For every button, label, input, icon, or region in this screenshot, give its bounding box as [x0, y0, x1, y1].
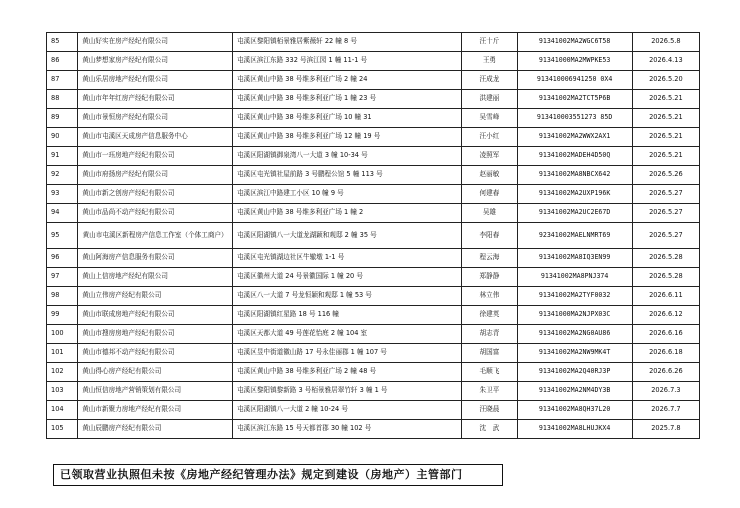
company-name: 黄山市屯溪区新程房产信息工作室（个体工商户）	[78, 223, 233, 249]
legal-representative: 程云海	[462, 249, 517, 268]
row-number: 88	[47, 90, 78, 109]
company-address: 屯溪区阳湖镇御泉湾八一大道 3 幢 10-34 号	[233, 147, 462, 166]
credit-code: 91341002MA2UXP196K	[517, 185, 632, 204]
legal-representative: 朱卫平	[462, 382, 517, 401]
registry-table-body	[47, 33, 700, 439]
legal-representative: 吴雄	[462, 204, 517, 223]
credit-code: 92341002MAELNMRT69	[517, 223, 632, 249]
row-number: 87	[47, 71, 78, 90]
expiry-date: 2026.5.8	[632, 33, 699, 52]
company-address: 屯溪区黄山中路 38 号维多利亚广场 2 幢 48 号	[233, 363, 462, 382]
row-number: 90	[47, 128, 78, 147]
company-name: 黄山市联成房地产经纪有限公司	[78, 306, 233, 325]
credit-code: 913410003551273 85D	[517, 109, 632, 128]
company-address: 屯溪区黄山中路 38 号维多利亚广场 2 幢 24	[233, 71, 462, 90]
credit-code: 91341002MA8LHUJKX4	[517, 420, 632, 439]
row-number: 92	[47, 166, 78, 185]
expiry-date: 2026.5.28	[632, 249, 699, 268]
company-address: 屯溪区屯光镇社屋前路 3 号鹏程公馆 5 幢 113 号	[233, 166, 462, 185]
legal-representative: 汪小红	[462, 128, 517, 147]
row-number: 102	[47, 363, 78, 382]
company-name: 黄山好实在房产经纪有限公司	[78, 33, 233, 52]
company-address: 屯溪区黎阳镇黎新路 3 号栢景雅居翠竹轩 3 幢 1 号	[233, 382, 462, 401]
credit-code: 91341002MA8IQ3EN99	[517, 249, 632, 268]
row-number: 94	[47, 204, 78, 223]
company-address: 屯溪区黄山中路 38 号维多利亚广场 1 幢 2	[233, 204, 462, 223]
table-row	[47, 185, 700, 204]
company-address: 屯溪区屯光镇湖边社区牛辙墩 1-1 号	[233, 249, 462, 268]
credit-code: 913410006941250 0X4	[517, 71, 632, 90]
expiry-date: 2026.6.26	[632, 363, 699, 382]
expiry-date: 2025.7.8	[632, 420, 699, 439]
company-address: 屯溪区八一大道 7 号龙恒颖和观邸 1 幢 53 号	[233, 287, 462, 306]
expiry-date: 2026.5.26	[632, 166, 699, 185]
legal-representative: 凌照军	[462, 147, 517, 166]
section-heading: 已领取营业执照但未按《房地产经纪管理办法》规定到建设（房地产）主管部门	[53, 464, 503, 486]
table-row	[47, 204, 700, 223]
row-number: 85	[47, 33, 78, 52]
row-number: 100	[47, 325, 78, 344]
legal-representative: 汪成龙	[462, 71, 517, 90]
credit-code: 91341000MA2MWPKE53	[517, 52, 632, 71]
company-name: 黄山市屯溪区天成房产信息服务中心	[78, 128, 233, 147]
company-name: 黄山立伟房产经纪有限公司	[78, 287, 233, 306]
legal-representative: 何建春	[462, 185, 517, 204]
company-name: 黄山恒信房地产营销策划有限公司	[78, 382, 233, 401]
table-row	[47, 147, 700, 166]
expiry-date: 2026.7.7	[632, 401, 699, 420]
registry-table	[46, 32, 700, 439]
legal-representative: 沈 武	[462, 420, 517, 439]
credit-code: 91341002MA2TYF0032	[517, 287, 632, 306]
expiry-date: 2026.5.28	[632, 268, 699, 287]
credit-code: 91341002MA2NG0AU86	[517, 325, 632, 344]
row-number: 93	[47, 185, 78, 204]
table-row	[47, 382, 700, 401]
company-name: 黄山市一珏房地产经纪有限公司	[78, 147, 233, 166]
credit-code: 91341002MA2Q40RJ3P	[517, 363, 632, 382]
table-row	[47, 325, 700, 344]
company-address: 屯溪区黄山中路 38 号维多利亚广场 12 幢 19 号	[233, 128, 462, 147]
row-number: 99	[47, 306, 78, 325]
credit-code: 91341002MA8QH37L20	[517, 401, 632, 420]
company-name: 黄山市新聚力房地产经纪有限公司	[78, 401, 233, 420]
expiry-date: 2026.5.27	[632, 223, 699, 249]
table-row	[47, 306, 700, 325]
legal-representative: 胡志青	[462, 325, 517, 344]
credit-code: 91341002MA2WWX2AX1	[517, 128, 632, 147]
company-address: 屯溪区黎阳镇栢景雅居紫薇轩 22 幢 8 号	[233, 33, 462, 52]
row-number: 89	[47, 109, 78, 128]
legal-representative: 林立伟	[462, 287, 517, 306]
company-name: 黄山辰鹏房产经纪有限公司	[78, 420, 233, 439]
legal-representative: 汪十斤	[462, 33, 517, 52]
legal-representative: 郑静静	[462, 268, 517, 287]
table-row	[47, 71, 700, 90]
legal-representative: 李阳春	[462, 223, 517, 249]
legal-representative: 胡国富	[462, 344, 517, 363]
expiry-date: 2026.4.13	[632, 52, 699, 71]
row-number: 86	[47, 52, 78, 71]
legal-representative: 赵丽敏	[462, 166, 517, 185]
legal-representative: 毛顺飞	[462, 363, 517, 382]
credit-code: 91341002MA8NBCX642	[517, 166, 632, 185]
credit-code: 91341002MA2NM4DY3B	[517, 382, 632, 401]
table-row	[47, 363, 700, 382]
legal-representative: 吴雪峰	[462, 109, 517, 128]
expiry-date: 2026.5.21	[632, 109, 699, 128]
row-number: 95	[47, 223, 78, 249]
company-address: 屯溪区阳湖镇八一大道龙湖颖和观邸 2 幢 35 号	[233, 223, 462, 249]
row-number: 105	[47, 420, 78, 439]
expiry-date: 2026.6.12	[632, 306, 699, 325]
company-address: 屯溪区滨江东路 15 号天都首郡 30 幢 102 号	[233, 420, 462, 439]
table-row	[47, 166, 700, 185]
company-address: 屯溪区徽州大道 24 号景徽国际 1 幢 20 号	[233, 268, 462, 287]
legal-representative: 汪晓晨	[462, 401, 517, 420]
expiry-date: 2026.7.3	[632, 382, 699, 401]
row-number: 103	[47, 382, 78, 401]
company-name: 黄山乐居房地产经纪有限公司	[78, 71, 233, 90]
company-address: 屯溪区滨江东路 332 号滨江园 1 幢 11-1 号	[233, 52, 462, 71]
company-address: 屯溪区黄山中路 38 号维多利亚广场 10 幢 31	[233, 109, 462, 128]
row-number: 91	[47, 147, 78, 166]
credit-code: 91341002MA2TCT5P6B	[517, 90, 632, 109]
credit-code: 91341002MA8PNJ374	[517, 268, 632, 287]
table-row	[47, 420, 700, 439]
table-row	[47, 287, 700, 306]
table-row	[47, 401, 700, 420]
credit-code: 91341000MA2NJPX03C	[517, 306, 632, 325]
table-row	[47, 344, 700, 363]
table-row	[47, 33, 700, 52]
company-name: 黄山市府扬房产经纪有限公司	[78, 166, 233, 185]
expiry-date: 2026.5.21	[632, 90, 699, 109]
expiry-date: 2026.6.18	[632, 344, 699, 363]
company-name: 黄山市搜房房地产经纪有限公司	[78, 325, 233, 344]
company-name: 黄山上信房地产经纪有限公司	[78, 268, 233, 287]
table-row	[47, 249, 700, 268]
row-number: 98	[47, 287, 78, 306]
company-address: 屯溪区阳湖镇红星路 18 号 116 幢	[233, 306, 462, 325]
table-row	[47, 52, 700, 71]
table-row	[47, 128, 700, 147]
legal-representative: 王勇	[462, 52, 517, 71]
company-name: 黄山阿海房产信息服务有限公司	[78, 249, 233, 268]
company-name: 黄山市景恒房产经纪有限公司	[78, 109, 233, 128]
credit-code: 91341002MA2NW9MK4T	[517, 344, 632, 363]
expiry-date: 2026.6.11	[632, 287, 699, 306]
row-number: 97	[47, 268, 78, 287]
row-number: 101	[47, 344, 78, 363]
table-row	[47, 109, 700, 128]
expiry-date: 2026.5.21	[632, 128, 699, 147]
company-address: 屯溪区昱中街道徽山路 17 号永佳丽郡 1 幢 107 号	[233, 344, 462, 363]
expiry-date: 2026.5.27	[632, 185, 699, 204]
legal-representative: 徐建英	[462, 306, 517, 325]
company-name: 黄山市德邦不动产经纪有限公司	[78, 344, 233, 363]
company-name: 黄山得心房产经纪有限公司	[78, 363, 233, 382]
table-row	[47, 90, 700, 109]
company-address: 屯溪区滨江中路建工小区 10 幢 9 号	[233, 185, 462, 204]
expiry-date: 2026.5.21	[632, 147, 699, 166]
credit-code: 91341002MA2UC2E67D	[517, 204, 632, 223]
credit-code: 91341002MA2WGC6T58	[517, 33, 632, 52]
row-number: 104	[47, 401, 78, 420]
company-address: 屯溪区天都大道 49 号莲花怡庭 2 幢 104 室	[233, 325, 462, 344]
company-name: 黄山市新之创房产经纪有限公司	[78, 185, 233, 204]
expiry-date: 2026.5.27	[632, 204, 699, 223]
company-address: 屯溪区阳湖镇八一大道 2 幢 10-24 号	[233, 401, 462, 420]
legal-representative: 洪建丽	[462, 90, 517, 109]
credit-code: 91341002MADEH4D50Q	[517, 147, 632, 166]
table-row	[47, 268, 700, 287]
expiry-date: 2026.5.20	[632, 71, 699, 90]
company-name: 黄山梦想家房产经纪有限公司	[78, 52, 233, 71]
company-name: 黄山市品尚不动产经纪有限公司	[78, 204, 233, 223]
company-address: 屯溪区黄山中路 38 号维多利亚广场 1 幢 23 号	[233, 90, 462, 109]
table-row	[47, 223, 700, 249]
expiry-date: 2026.6.16	[632, 325, 699, 344]
row-number: 96	[47, 249, 78, 268]
company-name: 黄山市年年红房产经纪有限公司	[78, 90, 233, 109]
